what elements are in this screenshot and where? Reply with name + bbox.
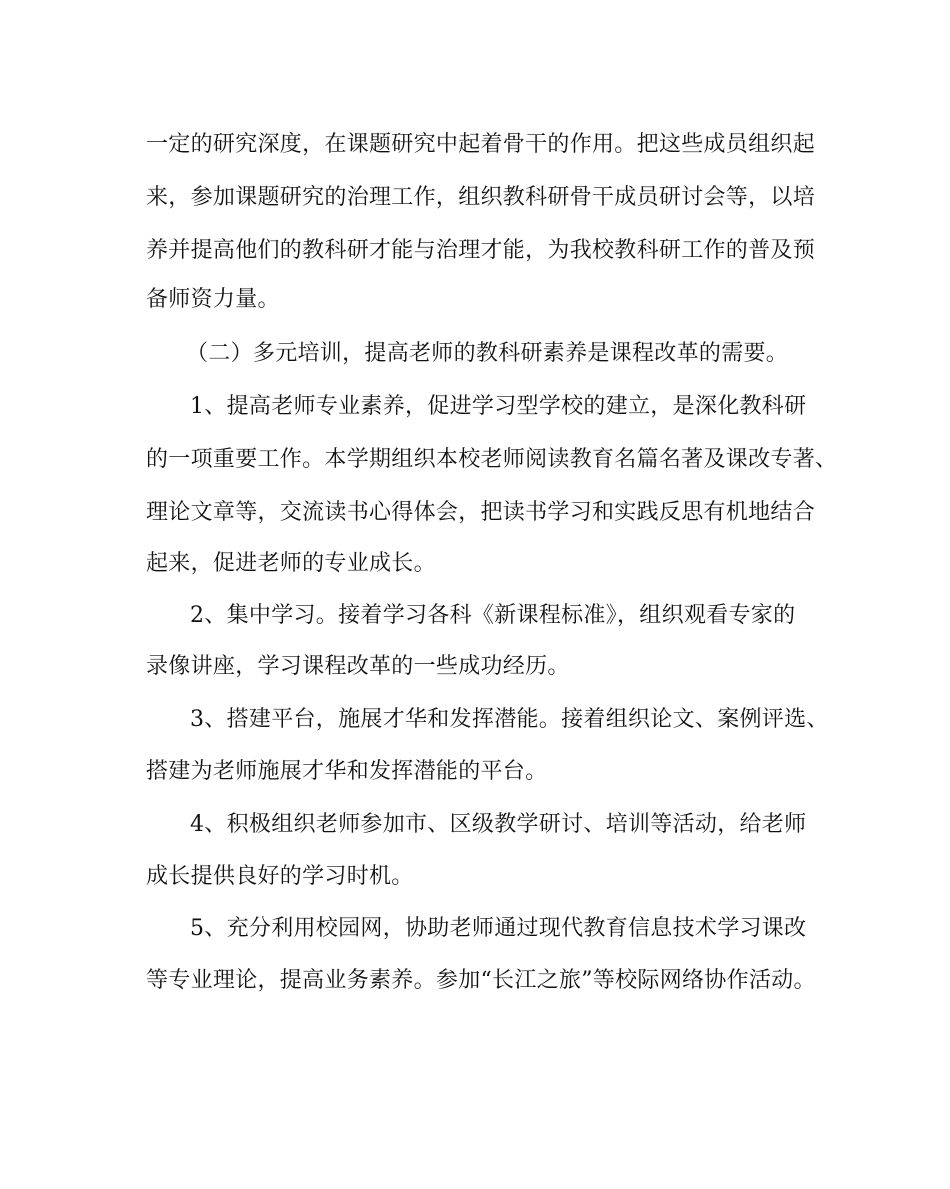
paragraph-line: 理论文章等，交流读书心得体会，把读书学习和实践反思有机地结合 (146, 500, 816, 525)
section-heading: （二）多元培训，提高老师的教科研素养是课程改革的需要。 (186, 341, 789, 366)
list-item-5: 5、充分利用校园网，协助老师通过现代教育信息技术学习课改 (190, 916, 807, 941)
paragraph-line: 一定的研究深度，在课题研究中起着骨干的作用。把这些成员组织起 (146, 132, 816, 157)
paragraph-line: 成长提供良好的学习时机。 (146, 864, 414, 889)
list-item-3: 3、搭建平台，施展才华和发挥潜能。接着组织论文、案例评选、 (190, 707, 829, 732)
list-item-4: 4、积极组织老师参加市、区级教学研讨、培训等活动，给老师 (190, 812, 807, 837)
paragraph-line: 养并提高他们的教科研才能与治理才能，为我校教科研工作的普及预 (146, 238, 816, 263)
paragraph-line: 的一项重要工作。本学期组织本校老师阅读教育名篇名著及课改专著、 (146, 447, 838, 472)
list-item-2: 2、集中学习。接着学习各科《新课程标准》，组织观看专家的 (190, 603, 796, 628)
paragraph-line: 备师资力量。 (146, 287, 280, 312)
list-item-1: 1、提高老师专业素养，促进学习型学校的建立，是深化教科研 (190, 394, 807, 419)
paragraph-line: 起来，促进老师的专业成长。 (146, 551, 436, 576)
paragraph-line: 来，参加课题研究的治理工作，组织教科研骨干成员研讨会等，以培 (146, 185, 816, 210)
paragraph-line: 录像讲座，学习课程改革的一些成功经历。 (146, 654, 570, 679)
paragraph-line: 等专业理论，提高业务素养。参加“长江之旅”等校际网络协作活动。 (146, 968, 816, 993)
paragraph-line: 搭建为老师施展才华和发挥潜能的平台。 (146, 759, 548, 784)
